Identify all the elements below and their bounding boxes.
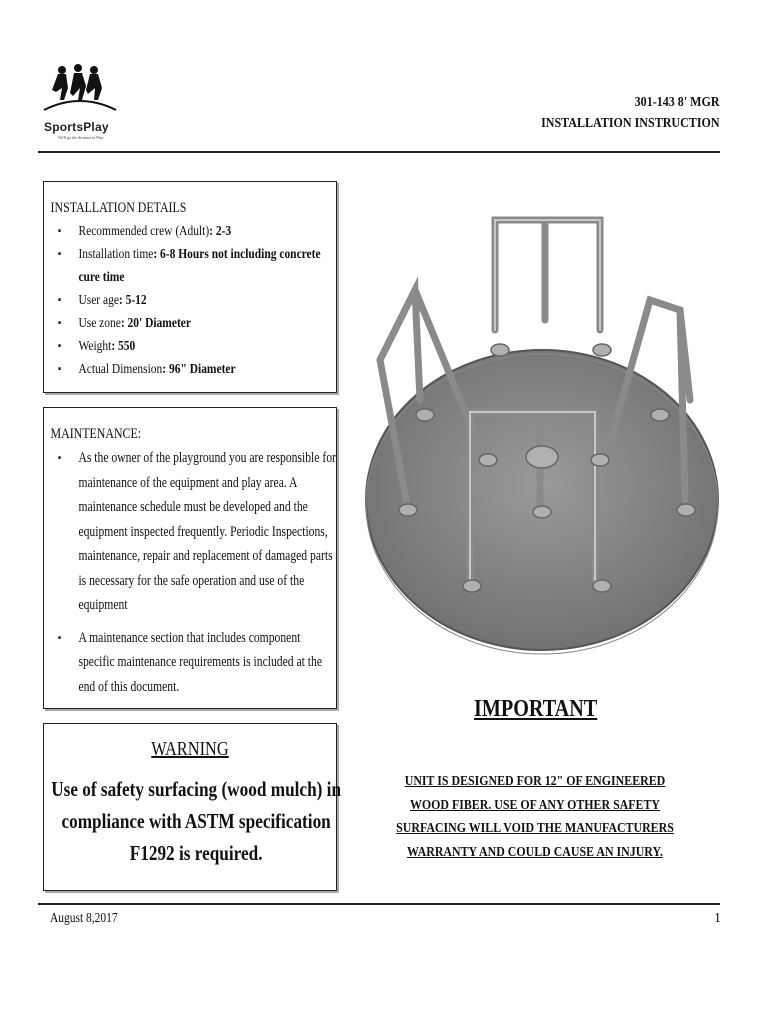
maintenance-title: MAINTENANCE: [50, 426, 142, 442]
document-type: INSTALLATION INSTRUCTION [541, 116, 720, 131]
footer-rule [38, 903, 720, 905]
important-title: IMPORTANT [474, 696, 598, 722]
detail-item: ▪ Recommended crew (Adult): 2-3 [78, 220, 336, 243]
detail-item: ▪ Installation time: 6-8 Hours not including concrete cure time [78, 243, 336, 289]
warning-text: Use of safety surfacing (wood mulch) in compliance with ASTM specification F1292 is required. [51, 777, 341, 865]
footer-date: August 8,2017 [50, 911, 118, 926]
installation-details-list [44, 220, 336, 381]
detail-item: ▪ User age: 5-12 [78, 289, 336, 312]
page-number: 1 [714, 911, 721, 926]
logo-tagline: We'll go the distance to Play [58, 135, 104, 140]
detail-item: ▪ Weight: 550 [78, 335, 336, 358]
header-rule [38, 151, 720, 153]
detail-item: ▪ Use zone: 20' Diameter [78, 312, 336, 335]
maintenance-box [43, 407, 337, 709]
product-code: 301-143 8' MGR [635, 95, 720, 110]
warning-title: WARNING [151, 738, 229, 760]
logo-brand: SportsPlay [44, 120, 109, 134]
detail-item: ▪ Actual Dimension: 96" Diameter [78, 358, 336, 381]
maintenance-item: ▪ As the owner of the playground you are responsible for maintenance of the equipment and play area. A maintenance schedule must be developed and the equipment inspected frequently. Periodic Inspections, maintenance, repair and replacement of damaged parts is necessary for the safe operation and use of the equipment [78, 446, 336, 618]
maintenance-item: ▪ A maintenance section that includes component specific maintenance requirements is included at the end of this document. [78, 626, 336, 700]
warning-box [43, 723, 341, 891]
maintenance-list [44, 446, 336, 699]
document-header [541, 92, 720, 134]
important-notice: UNIT IS DESIGNED FOR 12" OF ENGINEERED WOOD FIBER. USE OF ANY OTHER SAFETY SURFACING WILL VOID THE MANUFACTURERS WARRANTY AND COULD CAUSE AN INJURY. [396, 774, 674, 860]
installation-details-box [43, 181, 337, 393]
installation-details-title: INSTALLATION DETAILS [50, 200, 187, 216]
merry-go-round-image [360, 200, 730, 670]
